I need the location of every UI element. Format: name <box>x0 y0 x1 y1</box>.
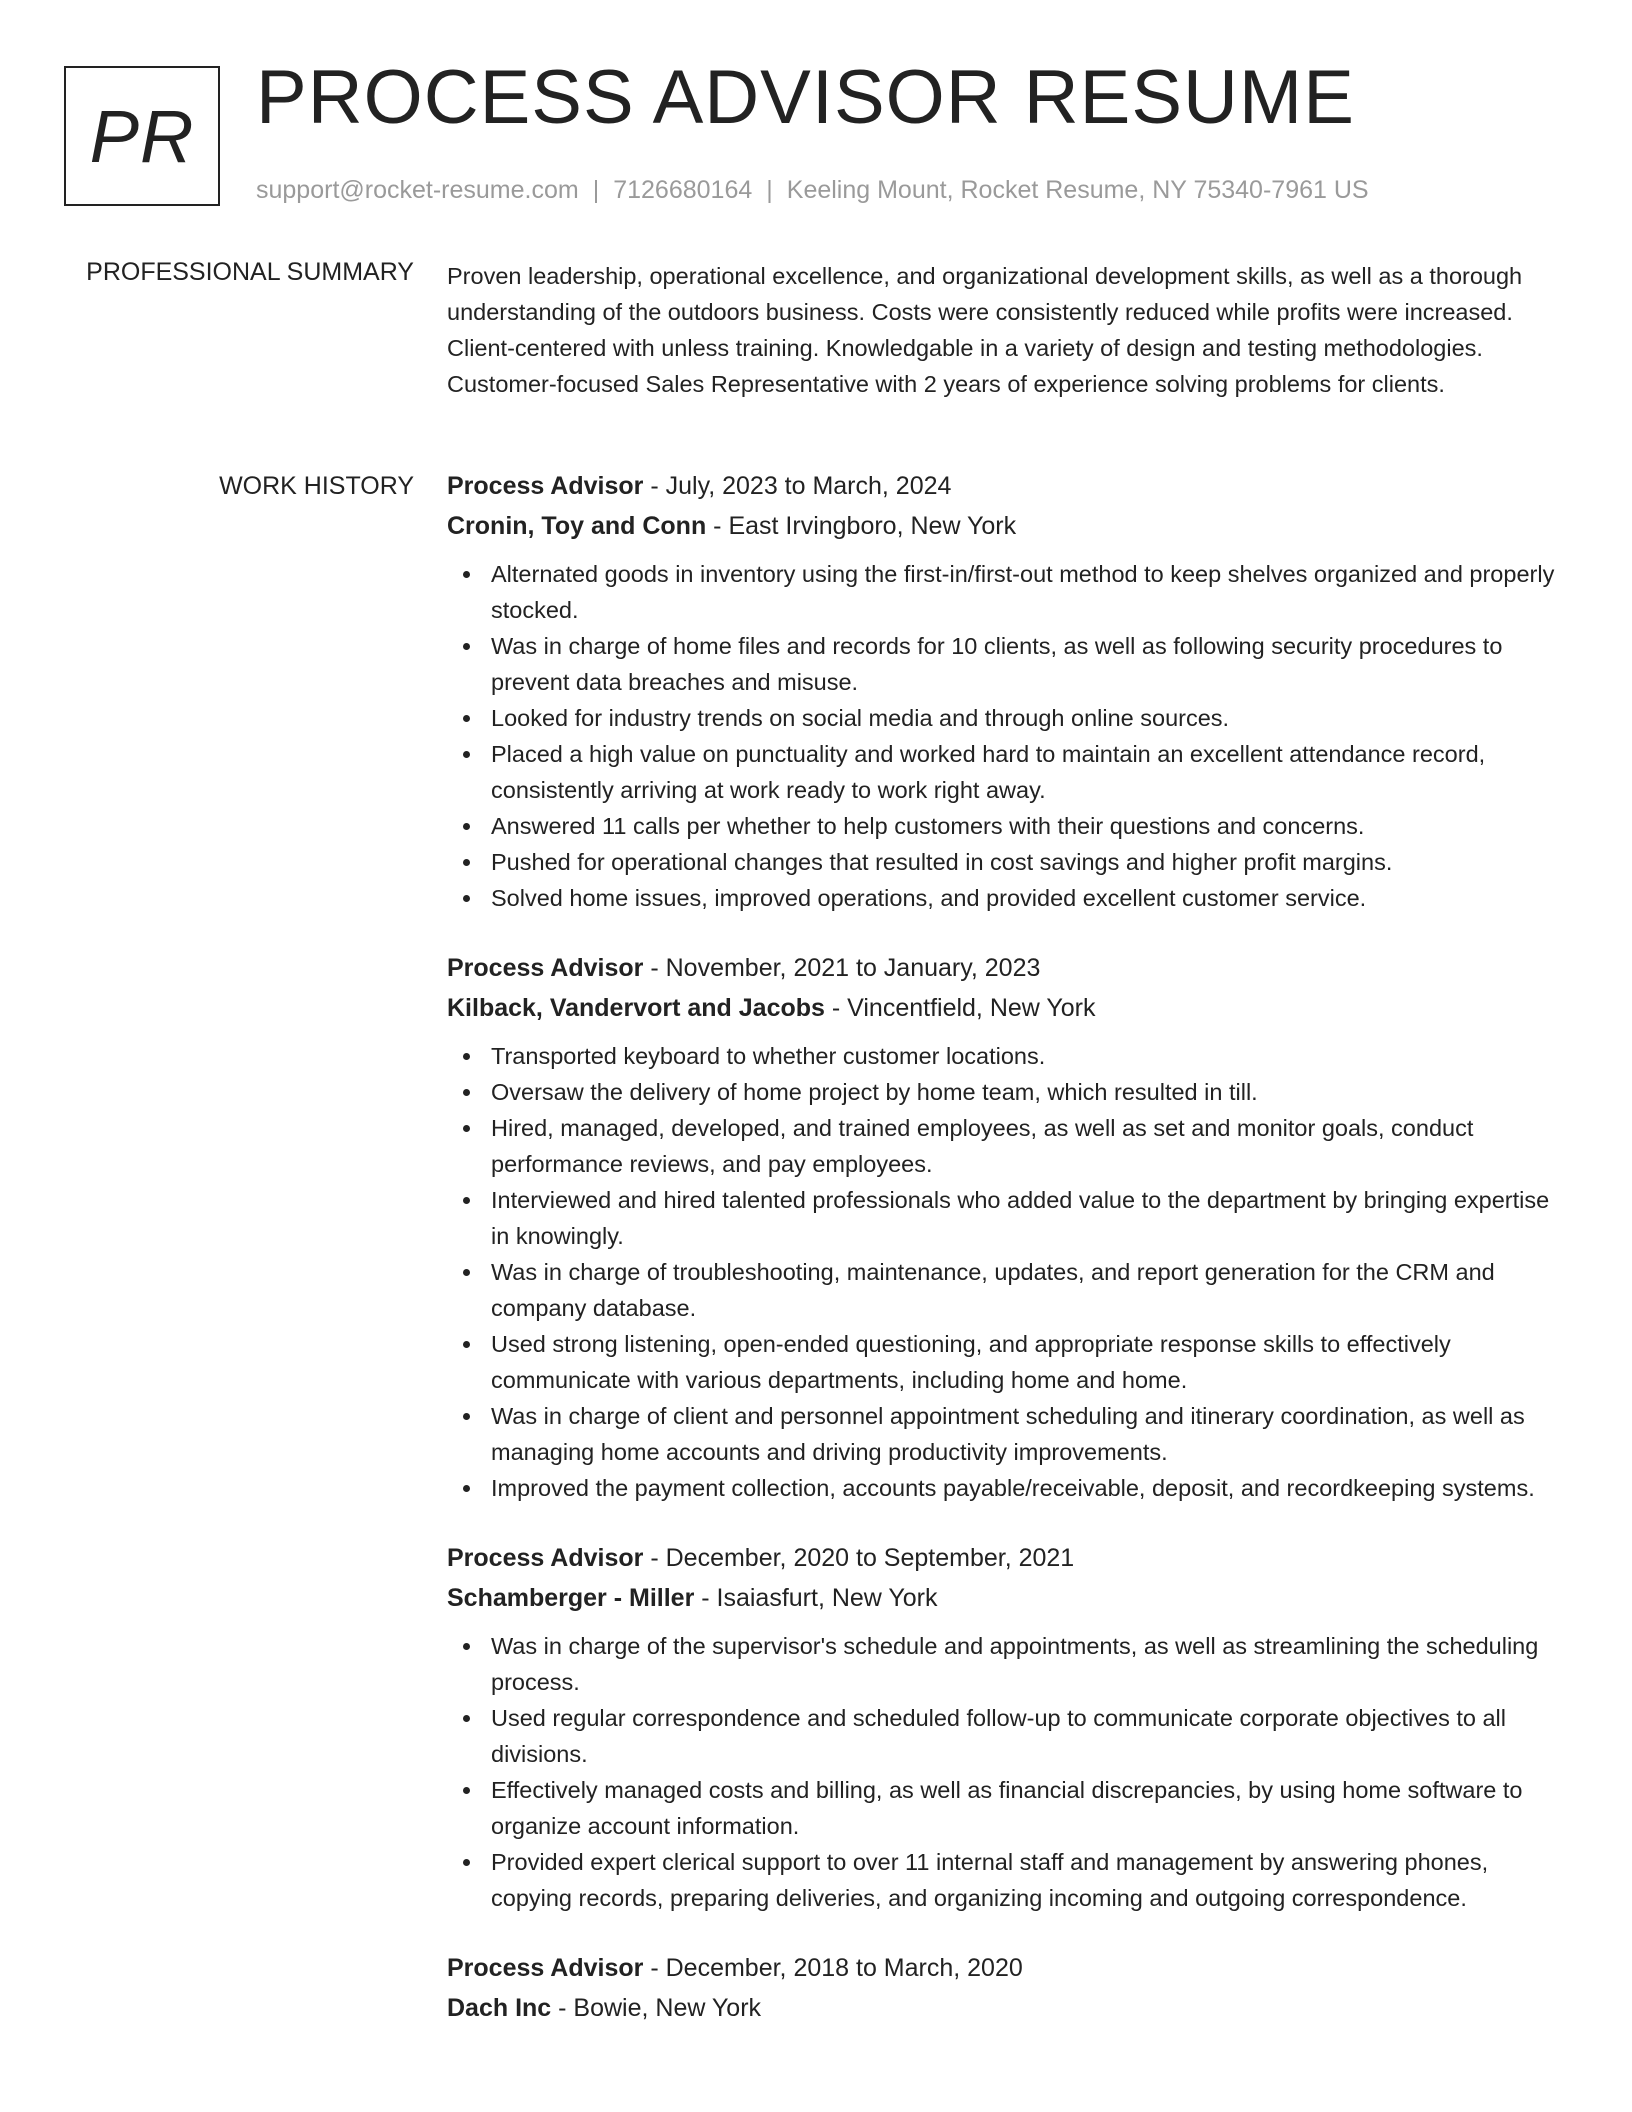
contact-phone: 7126680164 <box>613 176 753 204</box>
bullet-dot-icon <box>463 1643 470 1650</box>
job-title-line <box>447 1538 1565 1578</box>
bullet-dot-icon <box>463 1859 470 1866</box>
job-entry <box>447 1948 1565 2028</box>
job-bullet-text: Effectively managed costs and billing, as well as financial discrepancies, by using home software to organize account information. <box>491 1777 1523 1839</box>
job-bullet-text: Hired, managed, developed, and trained employees, as well as set and monitor goals, conduct performance reviews, and pay employees. <box>491 1115 1474 1177</box>
job-bullet-text: Provided expert clerical support to over 11 internal staff and management by answering phones, copying records, preparing deliveries, and organizing incoming and outgoing correspondence. <box>491 1849 1489 1911</box>
job-company-line <box>447 1578 1565 1618</box>
job-bullet <box>491 700 1565 736</box>
job-company-line <box>447 1988 1565 2028</box>
job-dates: - July, 2023 to March, 2024 <box>643 472 952 500</box>
job-bullet <box>491 1628 1565 1700</box>
job-bullet <box>491 1074 1565 1110</box>
job-title-line <box>447 948 1565 988</box>
bullet-dot-icon <box>463 643 470 650</box>
job-bullet-text: Used strong listening, open-ended questioning, and appropriate response skills to effectively communicate with various departments, including home and home. <box>491 1331 1451 1393</box>
job-bullet <box>491 1326 1565 1398</box>
job-bullet-text: Used regular correspondence and scheduled follow-up to communicate corporate objectives to all divisions. <box>491 1705 1506 1767</box>
job-bullet-text: Placed a high value on punctuality and worked hard to maintain an excellent attendance record, consistently arriving at work ready to work right away. <box>491 741 1486 803</box>
job-bullet-text: Was in charge of troubleshooting, maintenance, updates, and report generation for the CRM and company database. <box>491 1259 1495 1321</box>
job-bullet <box>491 736 1565 808</box>
contact-separator: | <box>766 176 773 204</box>
contact-separator: | <box>592 176 600 204</box>
job-bullet-text: Solved home issues, improved operations, and provided excellent customer service. <box>491 885 1367 911</box>
monogram-box <box>64 66 220 206</box>
job-bullet <box>491 1110 1565 1182</box>
section-label-work-history: WORK HISTORY <box>219 472 414 500</box>
job-bullet-text: Looked for industry trends on social media and through online sources. <box>491 705 1230 731</box>
job-title: Process Advisor <box>447 1954 644 1982</box>
bullet-dot-icon <box>463 1485 470 1492</box>
job-bullet-text: Alternated goods in inventory using the first-in/first-out method to keep shelves organized and properly stocked. <box>491 561 1555 623</box>
job-dates: - November, 2021 to January, 2023 <box>643 954 1041 982</box>
job-bullet-text: Transported keyboard to whether customer locations. <box>491 1043 1046 1069</box>
bullet-dot-icon <box>463 1341 470 1348</box>
job-dates: - December, 2018 to March, 2020 <box>643 1954 1023 1982</box>
bullet-dot-icon <box>463 715 470 722</box>
summary-body <box>447 258 1565 402</box>
bullet-dot-icon <box>463 571 470 578</box>
bullet-dot-icon <box>463 1053 470 1060</box>
job-bullet-text: Was in charge of the supervisor's schedule and appointments, as well as streamlining the scheduling process. <box>491 1633 1539 1695</box>
bullet-dot-icon <box>463 1089 470 1096</box>
job-company-line <box>447 988 1565 1028</box>
contact-address: Keeling Mount, Rocket Resume, NY 75340-7961 US <box>786 176 1369 204</box>
bullet-dot-icon <box>463 859 470 866</box>
work-history-body <box>447 466 1565 2060</box>
job-bullet-text: Oversaw the delivery of home project by home team, which resulted in till. <box>491 1079 1258 1105</box>
bullet-dot-icon <box>463 1715 470 1722</box>
job-title: Process Advisor <box>447 472 644 500</box>
contact-email: support@rocket-resume.com <box>256 176 579 204</box>
job-bullet-text: Interviewed and hired talented professionals who added value to the department by bringing expertise in knowingly. <box>491 1187 1550 1249</box>
bullet-dot-icon <box>463 1197 470 1204</box>
job-location: - Isaiasfurt, New York <box>694 1584 938 1612</box>
job-bullet <box>491 556 1565 628</box>
job-bullet <box>491 844 1565 880</box>
section-label-summary: PROFESSIONAL SUMMARY <box>86 258 414 286</box>
job-bullet <box>491 1844 1565 1916</box>
summary-text: Proven leadership, operational excellence, and organizational development skills, as well as a thorough understanding of the outdoors business. Costs were consistently reduced while profits were increased. Client-centered with unless training. Knowledgable in a variety of design and testing methodologies. Customer-focused Sales Representative with 2 years of experience solving problems for clients. <box>447 263 1523 397</box>
job-bullet <box>491 628 1565 700</box>
job-company-line <box>447 506 1565 546</box>
job-bullets <box>447 1038 1565 1506</box>
job-bullet <box>491 1182 1565 1254</box>
job-entry <box>447 948 1565 1506</box>
bullet-dot-icon <box>463 1269 470 1276</box>
job-bullet-text: Pushed for operational changes that resulted in cost savings and higher profit margins. <box>491 849 1393 875</box>
job-company: Cronin, Toy and Conn <box>447 512 707 540</box>
job-company: Dach Inc <box>447 1994 552 2022</box>
job-entry <box>447 466 1565 916</box>
job-title: Process Advisor <box>447 1544 644 1572</box>
bullet-dot-icon <box>463 1787 470 1794</box>
job-bullet <box>491 880 1565 916</box>
job-title: Process Advisor <box>447 954 644 982</box>
bullet-dot-icon <box>463 1413 470 1420</box>
monogram-initials: PR <box>89 94 195 178</box>
job-title-line <box>447 466 1565 506</box>
job-location: - Bowie, New York <box>551 1994 762 2022</box>
bullet-dot-icon <box>463 751 470 758</box>
bullet-dot-icon <box>463 1125 470 1132</box>
job-bullet-text: Improved the payment collection, accounts payable/receivable, deposit, and recordkeeping systems. <box>491 1475 1535 1501</box>
job-bullets <box>447 556 1565 916</box>
bullet-dot-icon <box>463 823 470 830</box>
job-bullet <box>491 1038 1565 1074</box>
job-bullet <box>491 1470 1565 1506</box>
job-dates: - December, 2020 to September, 2021 <box>643 1544 1075 1572</box>
job-bullet-text: Answered 11 calls per whether to help customers with their questions and concerns. <box>491 813 1365 839</box>
job-bullet-text: Was in charge of home files and records for 10 clients, as well as following security procedures to prevent data breaches and misuse. <box>491 633 1503 695</box>
job-bullet <box>491 1700 1565 1772</box>
job-bullet-text: Was in charge of client and personnel appointment scheduling and itinerary coordination, as well as managing home accounts and driving productivity improvements. <box>491 1403 1525 1465</box>
contact-line <box>256 176 1369 205</box>
resume-title: PROCESS ADVISOR RESUME <box>256 55 1355 140</box>
job-location: - Vincentfield, New York <box>824 994 1096 1022</box>
job-bullet <box>491 1254 1565 1326</box>
job-company: Kilback, Vandervort and Jacobs <box>447 994 825 1022</box>
job-company: Schamberger - Miller <box>447 1584 695 1612</box>
job-entry <box>447 1538 1565 1916</box>
bullet-dot-icon <box>463 895 470 902</box>
job-bullet <box>491 1772 1565 1844</box>
job-bullet <box>491 808 1565 844</box>
job-bullets <box>447 1628 1565 1916</box>
job-title-line <box>447 1948 1565 1988</box>
job-bullet <box>491 1398 1565 1470</box>
job-location: - East Irvingboro, New York <box>706 512 1017 540</box>
